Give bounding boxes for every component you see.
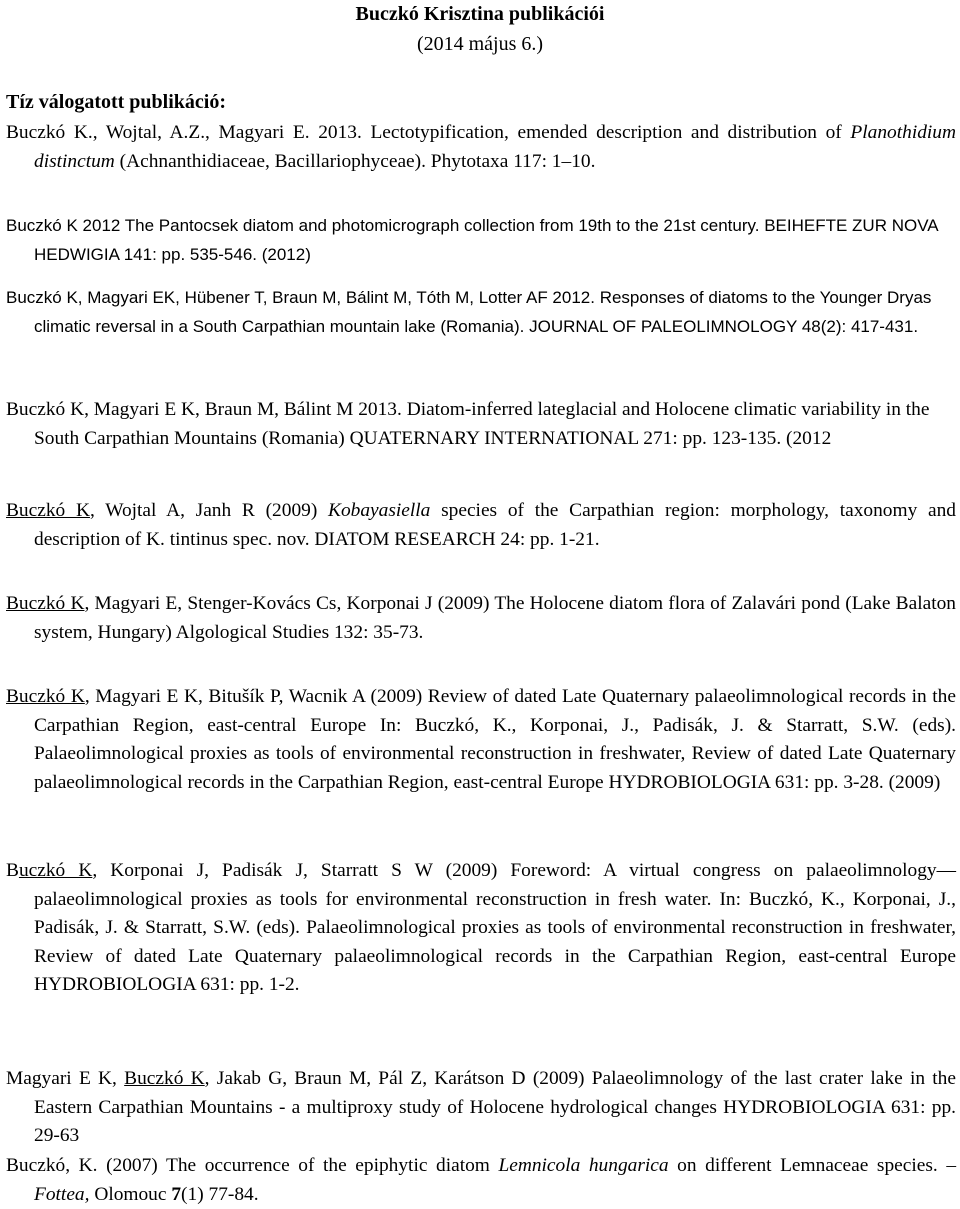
citation-text: , Wojtal A, Janh R (2009) [89,500,329,521]
section-heading: Tíz válogatott publikáció: [6,91,227,113]
page-title: Buczkó Krisztina publikációi [355,3,605,25]
publication-entry-1 [6,119,956,176]
taxon-name: Lemnicola hungarica [498,1155,669,1176]
citation-text: , Jakab G, Braun M, Pál Z, Karátson D (2009) Palaeolimnology of the last crater lake in the Eastern Carpathian Mountains - a multiproxy study of Holocene hydrological changes HYDROBIOLOGIA 631: pp. 29-63 [34,1068,956,1147]
publication-entry-10 [6,1152,956,1209]
citation-text: , Korponai J, Padisák J, Starratt S W (2009) Foreword: A virtual congress on palaeolimnology—palaeolimnological proxies as tools for environmental reconstruction in fresh water. In: Buczkó, K., Korponai, J., Padisák, J. & Starratt, S.W. (eds). Palaeolimnological proxies as tools of environmental reconstruction in freshwater, Review of dated Late Quaternary palaeolimnological records in the Carpathian Region, east-central Europe HYDROBIOLOGIA 631: pp. 1-2. [34,860,956,996]
citation-text: , Magyari E K, Bitušík P, Wacnik A (2009) Review of dated Late Quaternary palaeolimnological records in the Carpathian Region, east-central Europe In: Buczkó, K., Korponai, J., Padisák, J. & Starratt, S.W. (eds). Palaeolimnological proxies as tools of environmental reconstruction in freshwater, Review of dated Late Quaternary palaeolimnological records in the Carpathian Region, east-central Europe HYDROBIOLOGIA 631: pp. 3-28. (2009) [34,686,956,793]
author-name: Buczkó K [6,500,90,521]
page-date: (2014 május 6.) [416,33,544,55]
publication-entry-5 [6,497,956,554]
publication-entry-4 [6,396,956,453]
publication-entry-9 [6,1065,956,1151]
publication-entry-2 [6,212,956,269]
citation-text: , Magyari E, Stenger-Kovács Cs, Korponai J (2009) The Holocene diatom flora of Zalavári pond (Lake Balaton system, Hungary) Algological Studies 132: 35-73. [34,593,956,643]
citation-text: species of the Carpathian region: morphology, taxonomy and description of K. tintinus spec. nov. DIATOM RESEARCH 24: pp. 1-21. [34,500,956,550]
citation-text: Buczkó K., Wojtal, A.Z., Magyari E. 2013. Lectotypification, emended description and distribution of [6,122,851,143]
author-name: Buczkó K [6,593,85,614]
citation-text: Buczkó, K. (2007) The occurrence of the epiphytic diatom [6,1155,499,1176]
publication-entry-3 [6,284,956,341]
publication-entry-6 [6,590,956,647]
citation-text: (1) 77-84. [181,1183,259,1205]
taxon-name: Kobayasiella [328,500,431,521]
citation-text: Olomouc [89,1183,172,1205]
citation-text: Buczkó K 2012 The Pantocsek diatom and photomicrograph collection from 19th to the 21st century. BEIHEFTE ZUR NOVA HEDWIGIA 141: pp. 535-546. (2012) [6,216,938,264]
author-name: Buczkó K [124,1068,205,1089]
citation-text: Magyari E K, [6,1068,125,1089]
author-name: uczkó K [18,860,93,881]
citation-text: Buczkó K, Magyari EK, Hübener T, Braun M, Bálint M, Tóth M, Lotter AF 2012. Responses of diatoms to the Younger Dryas climatic reversal in a South Carpathian mountain lake (Romania). JOURNAL OF PALEOLIMNOLOGY 48(2): 417-431. [6,288,932,336]
publication-entry-7 [6,683,956,797]
journal-name: Fottea, [34,1183,90,1205]
publication-entry-8 [6,857,956,1000]
citation-text: on different Lemnaceae species. – [668,1155,957,1176]
volume-number: 7 [171,1183,182,1205]
citation-text: (Achnanthidiaceae, Bacillariophyceae). Phytotaxa 117: 1–10. [114,150,596,172]
taxon-name: Planothidium distinctum [34,122,956,172]
citation-text: Buczkó K, Magyari E K, Braun M, Bálint M 2013. Diatom-inferred lateglacial and Holocene climatic variability in the South Carpathian Mountains (Romania) QUATERNARY INTERNATIONAL 271: pp. 123-135. (2012 [6,399,930,449]
author-name: Buczkó K [6,686,85,707]
citation-text: B [6,860,19,881]
